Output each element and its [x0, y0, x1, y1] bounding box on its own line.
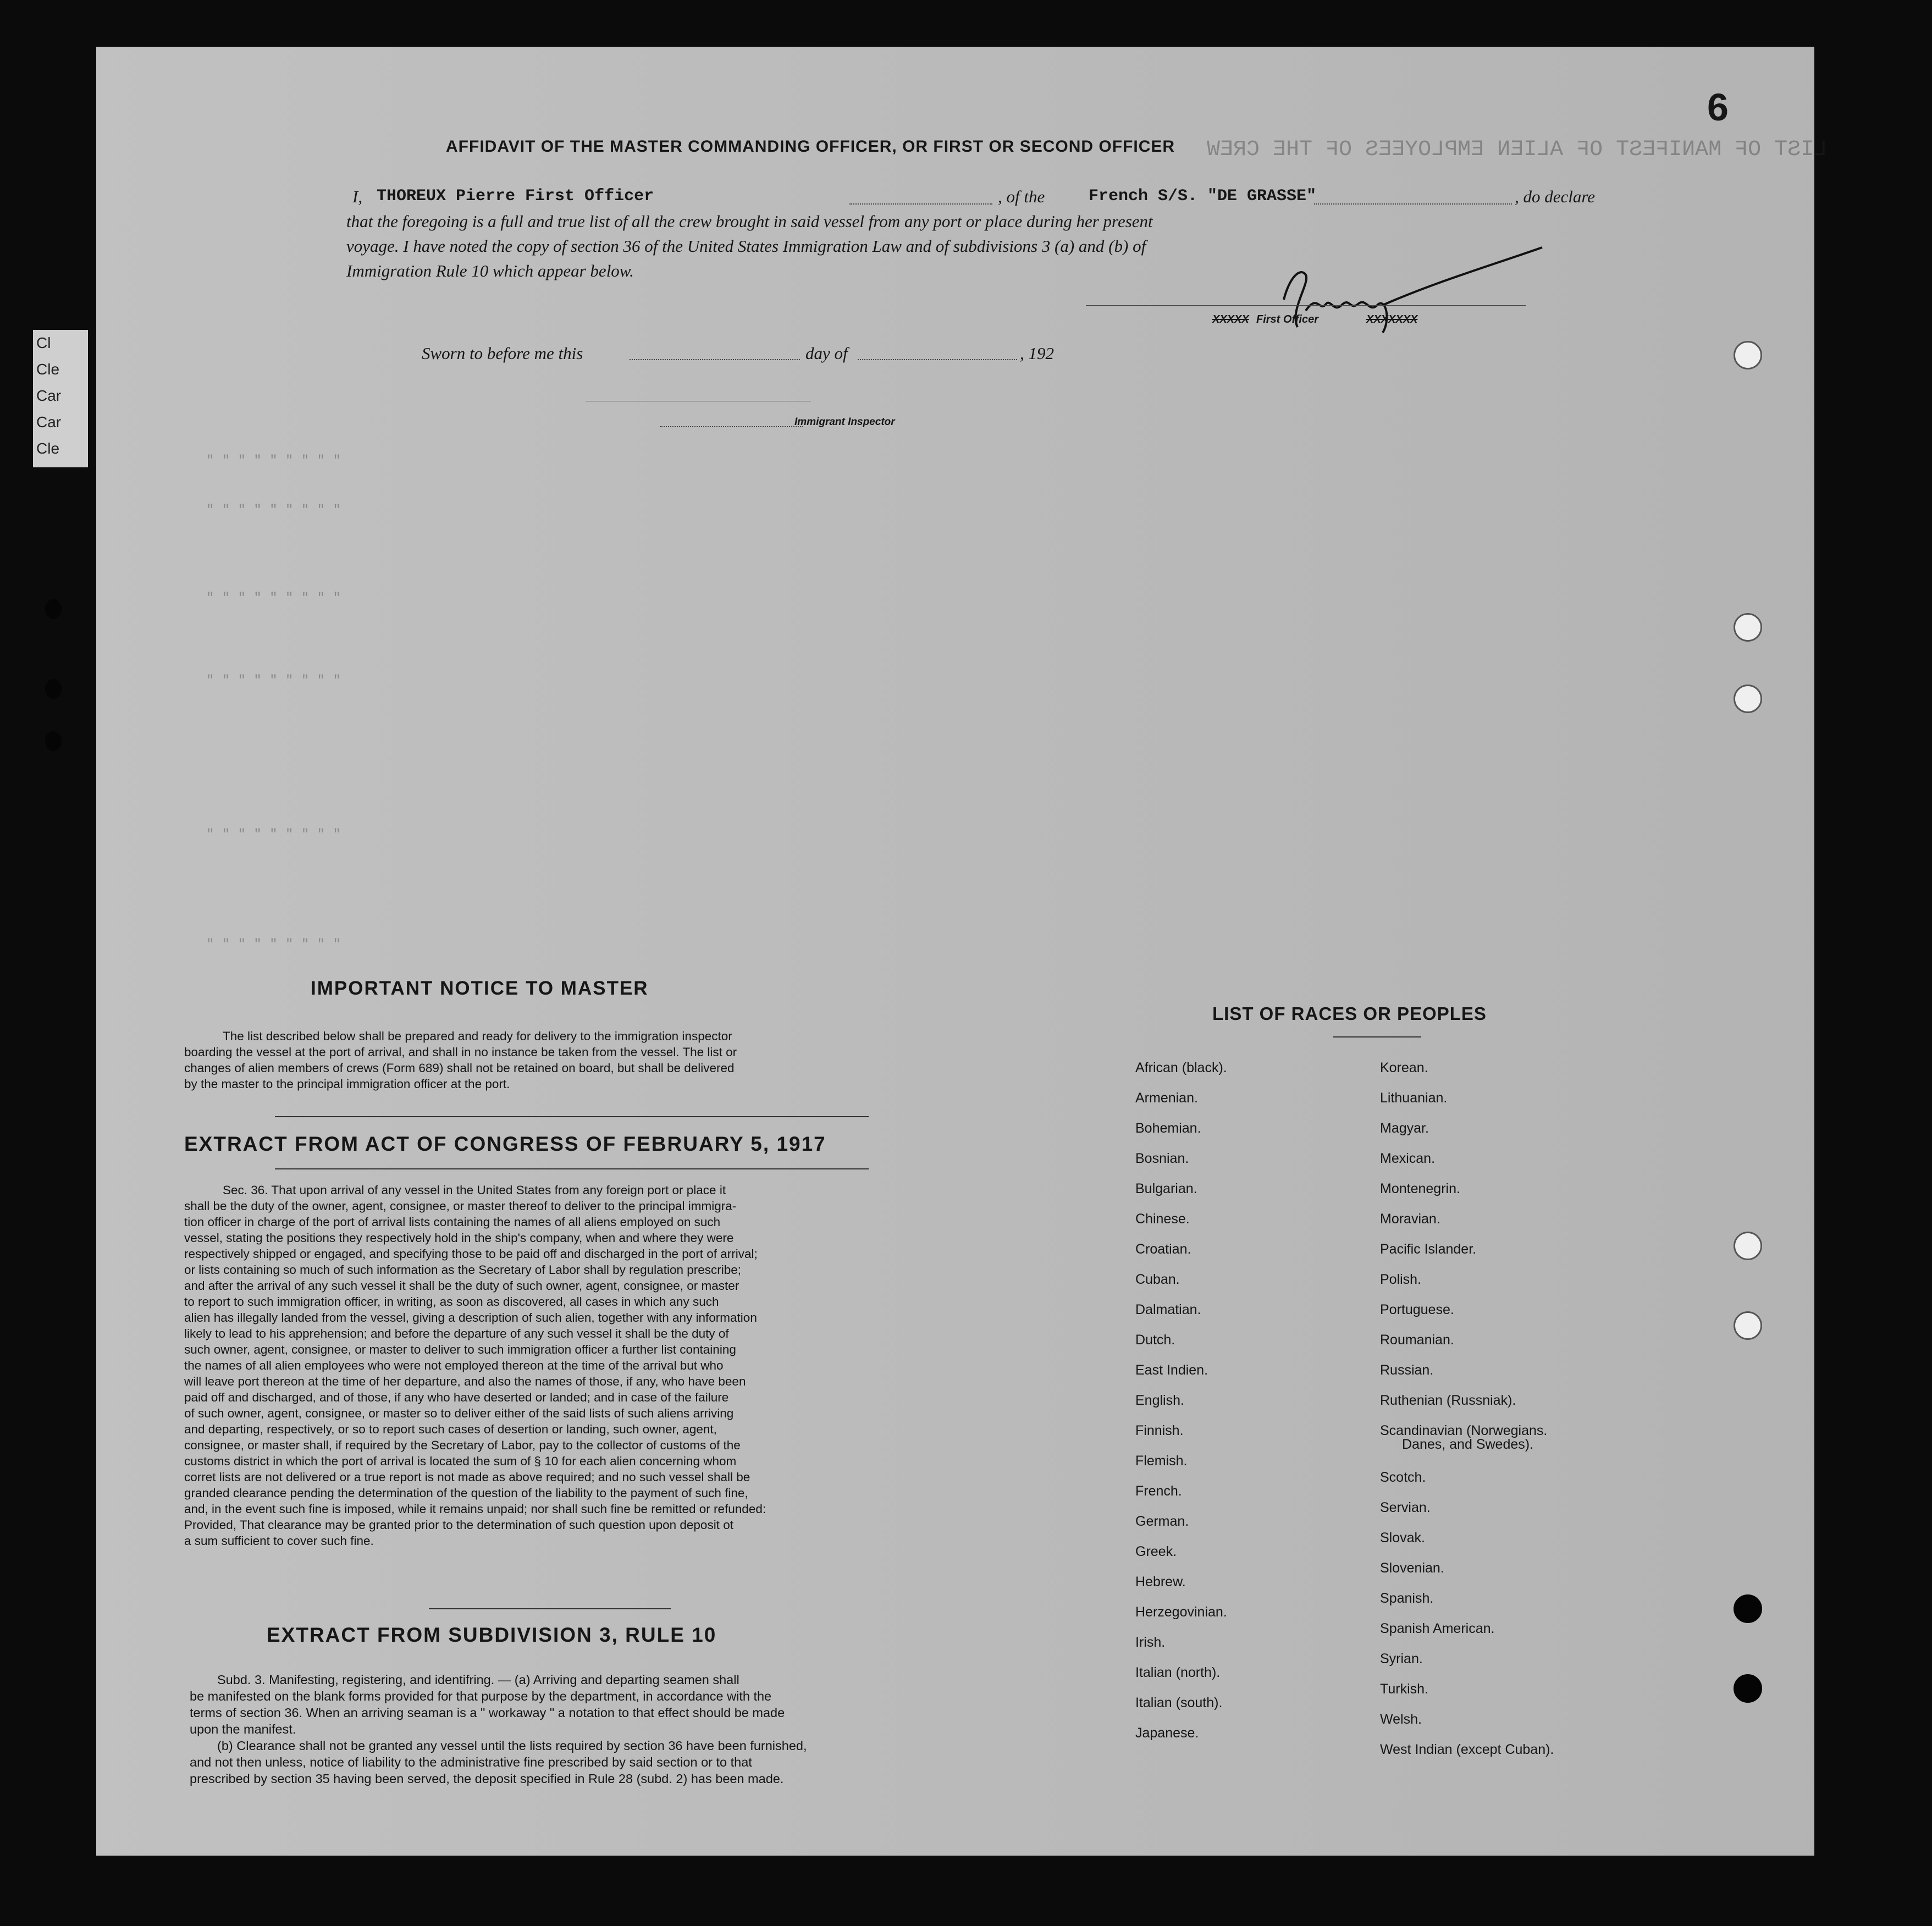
race-item: Syrian. [1380, 1651, 1423, 1666]
strip-text: Car [36, 413, 62, 431]
race-item: Herzegovinian. [1135, 1604, 1227, 1620]
race-item: West Indian (except Cuban). [1380, 1742, 1554, 1757]
race-item: Roumanian. [1380, 1332, 1454, 1348]
officer-label: First Officer [1256, 313, 1318, 325]
sworn-text: Sworn to before me this [422, 344, 583, 363]
binding-hole [45, 679, 62, 699]
race-item: Cuban. [1135, 1272, 1180, 1287]
race-item: Spanish American. [1380, 1621, 1495, 1636]
strip-text: Cle [36, 361, 60, 378]
bleed-through: ″ ″ ″ ″ ″ ″ ″ ″ ″ [206, 674, 341, 688]
punch-hole [1734, 1674, 1762, 1703]
punch-hole [1734, 1311, 1762, 1340]
race-item: Russian. [1380, 1362, 1434, 1378]
affidavit-of-the: , of the [998, 187, 1045, 206]
inspector-label: Immigrant Inspector [794, 416, 895, 428]
race-item: Armenian. [1135, 1090, 1198, 1106]
race-item: Slovak. [1380, 1530, 1425, 1546]
struck-title: XXXXX [1212, 313, 1249, 325]
section-rule [429, 1608, 671, 1609]
race-item: Montenegrin. [1380, 1181, 1460, 1196]
notice-title: IMPORTANT NOTICE TO MASTER [311, 978, 649, 999]
fill-line [660, 426, 803, 427]
race-item: Bohemian. [1135, 1121, 1201, 1136]
race-item: Lithuanian. [1380, 1090, 1448, 1106]
race-item: Welsh. [1380, 1712, 1422, 1727]
race-item: Japanese. [1135, 1725, 1199, 1741]
race-item: Croatian. [1135, 1241, 1191, 1257]
rule-extract-text: Subd. 3. Manifesting, registering, and identifring. — (a) Arriving and departing seamen shall be manifested on the blank forms provided for that purpose by the department, in accordance with the terms of section 36. When an arriving seaman is a " workaway " a notation to that effect should be made upon the manifest. (b) Clearance shall not be granted any vessel until the lists required by section 36 have been furnished, and not then unless, notice of liability to the administrative fine prescribed by said section or to that prescribed by section 35 having been served, the deposit specified in Rule 28 (subd. 2) has been made. [190, 1673, 807, 1786]
race-item: Spanish. [1380, 1591, 1434, 1606]
affidavit-line: voyage. I have noted the copy of section 36 of the United States Immigration Law and of subdivisions 3 (a) and (b) of [346, 236, 1146, 256]
bleed-through: ″ ″ ″ ″ ″ ″ ″ ″ ″ [206, 503, 341, 518]
bleed-through: ″ ″ ″ ″ ″ ″ ″ ″ ″ [206, 937, 341, 952]
races-list-left [1135, 1059, 1227, 1755]
bleed-through: ″ ″ ″ ″ ″ ″ ″ ″ ″ [206, 591, 341, 606]
race-item: French. [1135, 1483, 1182, 1499]
bleed-through: ″ ″ ″ ″ ″ ″ ″ ″ ″ [206, 827, 341, 842]
race-item: Mexican. [1380, 1151, 1436, 1166]
congress-extract-title: EXTRACT FROM ACT OF CONGRESS OF FEBRUARY 5, 1917 [184, 1133, 826, 1155]
struck-title: XXXXXXX [1366, 313, 1418, 325]
race-item: Chinese. [1135, 1211, 1190, 1227]
race-item: Irish. [1135, 1635, 1166, 1650]
page-number: 6 [1707, 86, 1729, 129]
section-rule [1333, 1036, 1421, 1037]
race-item: Portuguese. [1380, 1302, 1454, 1317]
race-item: Flemish. [1135, 1453, 1188, 1469]
affidavit-prefix: I, [352, 187, 363, 206]
race-item: Slovenian. [1380, 1560, 1444, 1576]
race-item: Italian (north). [1135, 1665, 1221, 1680]
strip-text: Cle [36, 440, 60, 457]
race-item: African (black). [1135, 1060, 1227, 1075]
punch-hole [1734, 1594, 1762, 1623]
race-item: Danes, and Swedes). [1402, 1437, 1534, 1452]
strip-text: Cl [36, 334, 51, 351]
race-item: Bosnian. [1135, 1151, 1189, 1166]
race-item: Scotch. [1380, 1470, 1426, 1485]
document-page [96, 47, 1828, 1856]
race-item: Pacific Islander. [1380, 1241, 1477, 1257]
race-item: Turkish. [1380, 1681, 1428, 1697]
section-rule [275, 1116, 869, 1117]
fill-line [858, 359, 1017, 360]
race-item: Dalmatian. [1135, 1302, 1201, 1317]
race-item: Polish. [1380, 1272, 1422, 1287]
punch-hole [1734, 685, 1762, 713]
affidavit-line: that the foregoing is a full and true list of all the crew brought in said vessel from any port or place during her present [346, 212, 1153, 231]
bleed-through: LIST OF MANIFEST OF ALIEN EMPLOYEES OF THE CREW [1207, 137, 1828, 162]
signature-line [1086, 305, 1526, 306]
races-list-right [1380, 1059, 1554, 1772]
rule-extract-title: EXTRACT FROM SUBDIVISION 3, RULE 10 [267, 1624, 717, 1646]
affidavit-title: AFFIDAVIT OF THE MASTER COMMANDING OFFICER, OR FIRST OR SECOND OFFICER [446, 137, 1175, 156]
affidavit-line: Immigration Rule 10 which appear below. [346, 261, 634, 280]
notice-text: The list described below shall be prepared and ready for delivery to the immigration inspector boarding the vessel at the port of arrival, and shall in no instance be taken from the vessel. The list or changes of alien members of crews (Form 689) shall not be retained on board, but shall be delivered by the master to the principal immigration officer at the port. [184, 1029, 737, 1091]
race-item: Hebrew. [1135, 1574, 1186, 1590]
race-item: Magyar. [1380, 1121, 1429, 1136]
fill-line [849, 203, 992, 205]
vessel-name: French S/S. "DE GRASSE" [1089, 187, 1317, 206]
race-item: Finnish. [1135, 1423, 1184, 1438]
bleed-through: ″ ″ ″ ″ ″ ″ ″ ″ ″ [206, 454, 341, 468]
races-title: LIST OF RACES OR PEOPLES [1212, 1003, 1487, 1024]
sworn-day: day of [805, 344, 848, 363]
race-item: Korean. [1380, 1060, 1428, 1075]
strip-text: Car [36, 387, 62, 404]
punch-hole [1734, 341, 1762, 369]
punch-hole [1734, 1232, 1762, 1260]
race-item: Moravian. [1380, 1211, 1440, 1227]
fill-line [630, 359, 800, 360]
race-item: Bulgarian. [1135, 1181, 1197, 1196]
binding-hole [45, 731, 62, 751]
race-item: Servian. [1380, 1500, 1431, 1515]
race-item: Ruthenian (Russniak). [1380, 1393, 1516, 1408]
binding-hole [45, 599, 62, 619]
race-item: German. [1135, 1514, 1189, 1529]
race-item: Greek. [1135, 1544, 1177, 1559]
punch-hole [1734, 613, 1762, 642]
race-item: East Indien. [1135, 1362, 1208, 1378]
affidavit-declare: , do declare [1515, 187, 1596, 206]
race-item: Scandinavian (Norwegians. [1380, 1423, 1548, 1438]
sworn-year: , 192 [1020, 344, 1054, 363]
section-rule [275, 1168, 869, 1169]
congress-extract-text: Sec. 36. That upon arrival of any vessel in the United States from any foreign port or place it shall be the duty of the owner, agent, consignee, or master thereof to deliver to the principal immigra- tion officer in charge of the port of arrival lists containing the names of all aliens employed on such vessel, stating the positions they respectively hold in the ship's company, when and where they were respectively shipped or engaged, and specifying those to be paid off and discharged in the port of arrival; or lists containing so much of such information as the Secretary of Labor shall by regulation prescribe; and after the arrival of any such vessel it shall be the duty of such owner, agent, consignee, or master to report to such immigration officer, in writing, as soon as discovered, all cases in which any such alien has illegally landed from the vessel, giving a description of such alien, together with any information likely to lead to his apprehension; and before the departure of any such vessel it shall be the duty of such owner, agent, consignee, or master to deliver to such immigration officer a further list containing the names of all alien employees who were not employed thereon at the time of the arrival but who will leave port thereon at the time of her departure, and also the names of those, if any, who have been paid off and discharged, and of those, if any who have deserted or landed; and in case of the failure of such owner, agent, consignee, or master so to deliver either of the said lists of such aliens arriving and departing, respectively, or so to report such cases of desertion or landing, such owner, agent, consignee, or master shall, if required by the Secretary of Labor, pay to the collector of customs of the customs district in which the port of arrival is located the sum of § 10 for each alien concerning whom corret lists are not delivered or a true report is not made as above required; and no such vessel shall be granded clearance pending the determination of the question of the liability to the payment of such fine, and, in the event such fine is imposed, while it remains unpaid; nor shall such fine be remitted or refunded: Provided, That clearance may be granted prior to the determination of such question upon deposit ot a sum sufficient to cover such fine. [184, 1183, 766, 1548]
officer-name: THOREUX Pierre First Officer [377, 187, 654, 206]
race-item: Italian (south). [1135, 1695, 1223, 1710]
fill-line [1314, 203, 1512, 205]
race-item: Dutch. [1135, 1332, 1175, 1348]
adjacent-page-strip [33, 330, 88, 467]
race-item: English. [1135, 1393, 1184, 1408]
